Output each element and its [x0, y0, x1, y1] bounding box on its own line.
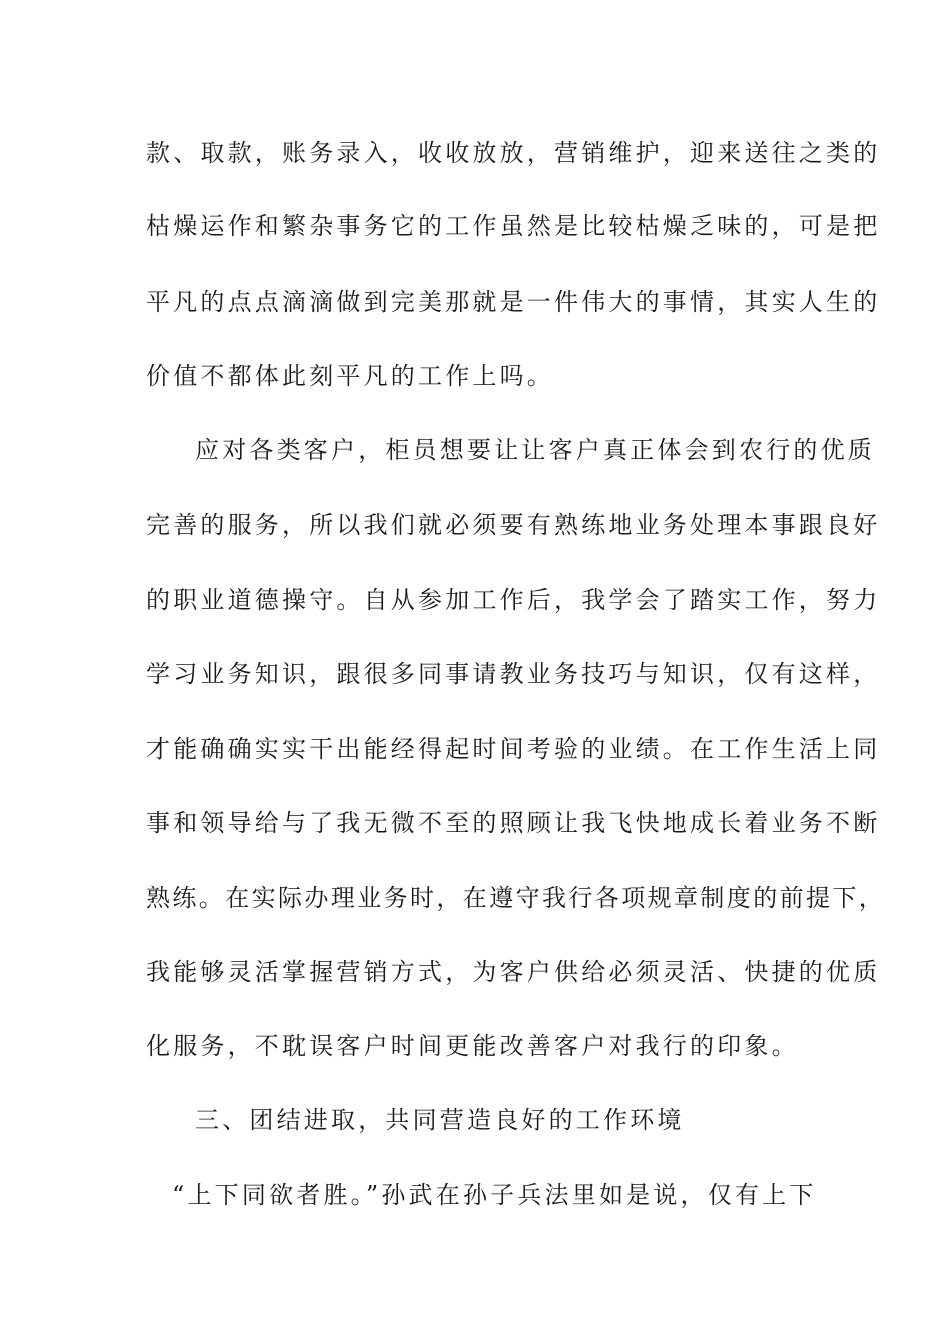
paragraph-line: 化服务，不耽误客户时间更能改善客户对我行的印象。 [146, 1032, 799, 1060]
paragraph-line: 完善的服务，所以我们就必须要有熟练地业务处理本事跟良好 [146, 511, 881, 539]
paragraph-line: 款、取款，账务录入，收收放放，营销维护，迎来送往之类的 [146, 139, 881, 167]
paragraph-line: 的职业道德操守。自从参加工作后，我学会了踏实工作，努力 [146, 586, 881, 614]
paragraph-line: 我能够灵活掌握营销方式，为客户供给必须灵活、快捷的优质 [146, 958, 881, 986]
paragraph-line: 学习业务知识，跟很多同事请教业务技巧与知识，仅有这样， [146, 660, 881, 688]
paragraph-line: 枯燥运作和繁杂事务它的工作虽然是比较枯燥乏味的，可是把 [146, 212, 881, 240]
paragraph-line: 事和领导给与了我无微不至的照顾让我飞快地成长着业务不断 [146, 809, 881, 837]
section-heading: 三、团结进取，共同营造良好的工作环境 [195, 1106, 685, 1134]
paragraph-line: 才能确确实实干出能经得起时间考验的业绩。在工作生活上同 [146, 735, 881, 763]
paragraph-line: 应对各类客户，柜员想要让让客户真正体会到农行的优质 [195, 436, 875, 464]
paragraph-line: “上下同欲者胜。”孙武在孙子兵法里如是说，仅有上下 [172, 1181, 817, 1209]
paragraph-line: 价值不都体此刻平凡的工作上吗。 [146, 362, 554, 390]
paragraph-line: 熟练。在实际办理业务时，在遵守我行各项规章制度的前提下， [146, 884, 886, 912]
paragraph-line: 平凡的点点滴滴做到完美那就是一件伟大的事情，其实人生的 [146, 288, 881, 316]
